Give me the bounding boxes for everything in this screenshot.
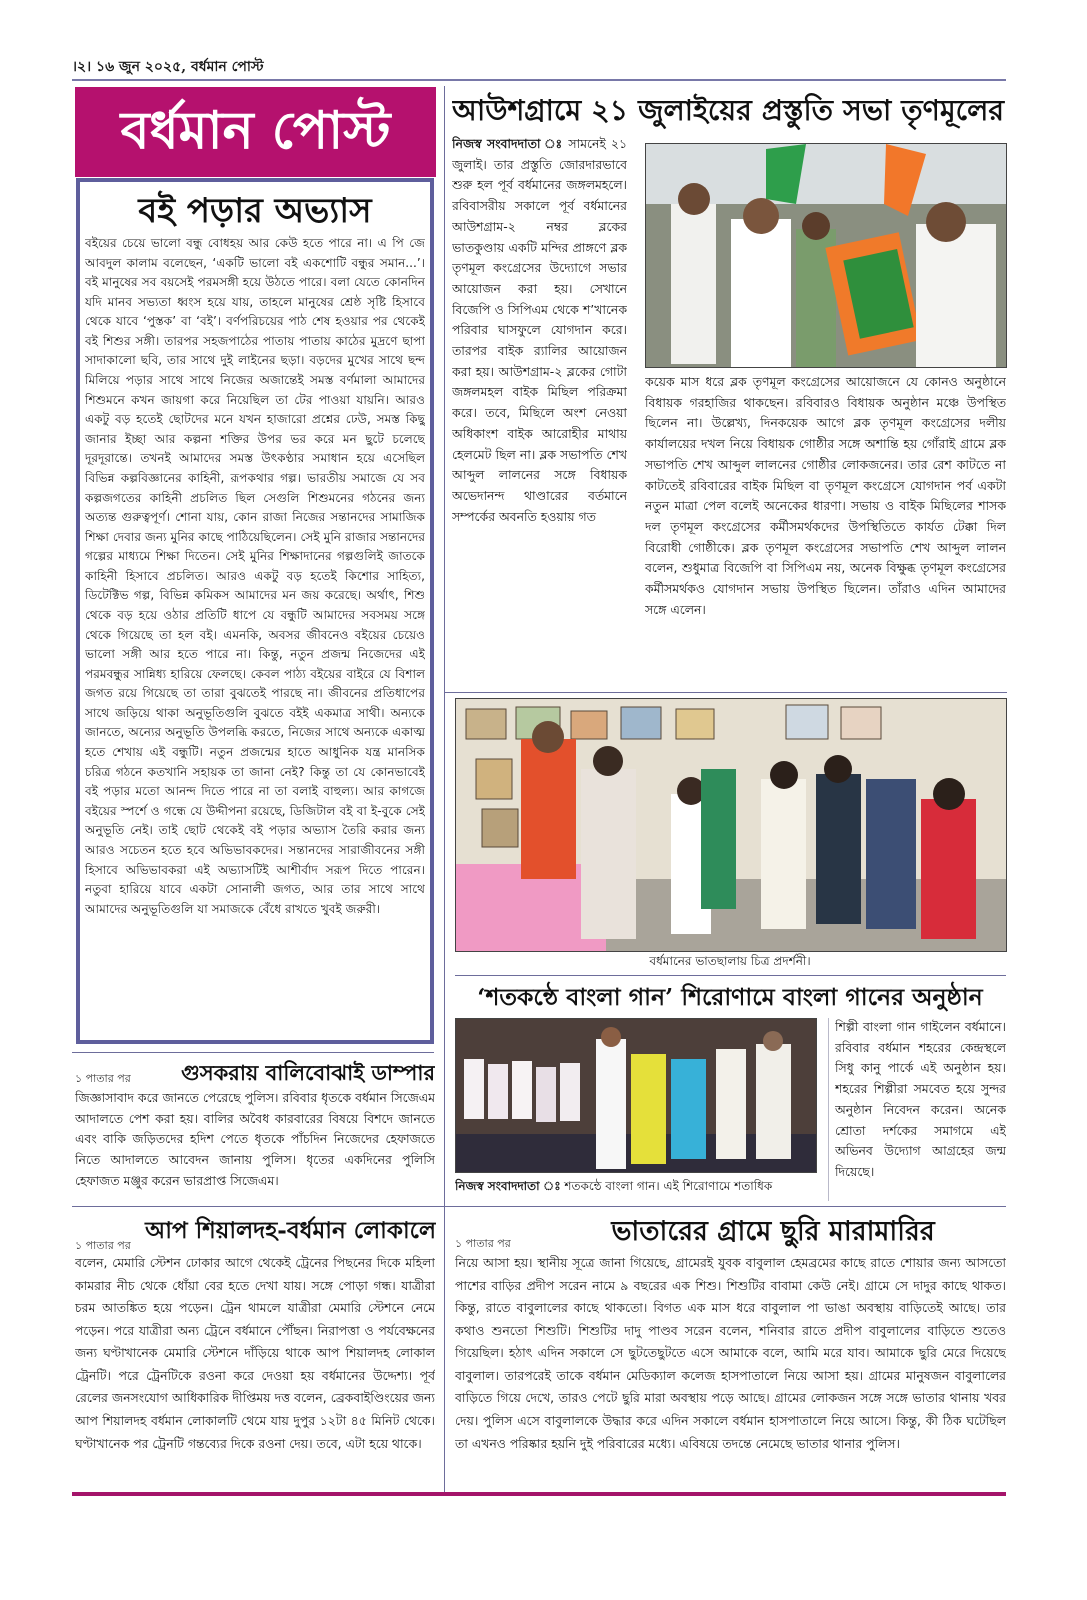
local-kicker: ১ পাতার পর bbox=[75, 1239, 131, 1252]
exhibition-photo-illustration bbox=[456, 699, 1006, 951]
section-rule-1 bbox=[72, 1206, 1006, 1207]
ausgram-headline: আউশগ্রামে ২১ জুলাইয়ের প্রস্তুতি সভা তৃণমূলের bbox=[452, 93, 1005, 127]
reading-article-box bbox=[76, 178, 434, 1044]
song-body: শিল্পী বাংলা গান গাইলেন বর্ধমানে। রবিবার বর্ধমান শহরের কেন্দ্রস্থলে সিধু কানু পার্কে এই অনুষ্ঠান হয়। শহরের শিল্পীরা সমবেত হয়ে সুন্দর অনুষ্ঠান নিবেদন করেন। অনেক শ্রোতা দর্শকের সমাগমে এই অভিনব উদ্যোগ আগ্রহের জন্ম দিয়েছে। bbox=[835, 1019, 1006, 1179]
bhatar-headline: ভাতারের গ্রামে ছুরি মারামারির bbox=[611, 1216, 935, 1247]
ausgram-body-col2: কয়েক মাস ধরে ব্লক তৃণমূল কংগ্রেসের আয়োজনে যে কোনও অনুষ্ঠানে বিধায়ক গরহাজির থাকছেন। রবিবারও বিধায়ক অনুষ্ঠান মঞ্চে উপস্থিত ছিলেন না। উল্লেখ্য, দিনকয়েক আগে ব্লক তৃণমূল কংগ্রেসের দলীয় কার্যালয়ের দখল নিয়ে বিধায়ক গোষ্ঠীর সঙ্গে অশান্তি হয় গোঁরাই গ্রামে ব্লক সভাপতি শেখ আব্দুল লালনের গোষ্ঠীর লোকজনের। তার রেশ কাটতে না কাটতেই রবিবারের বাইক মিছিল বা তৃণমূল কংগ্রেসে যোগদান পর্ব একটা নতুন মাত্রা পেল বলেই অনেকের ধারণা। সভায় ও বাইক মিছিলের শাসক দল তৃণমূল কংগ্রেসের কর্মীসমর্থকদের উপস্থিতিতে কার্যত টেক্কা দিল বিরোধী গোষ্ঠীকে। ব্লক তৃণমূল কংগ্রেসের সভাপতি শেখ আব্দুল লালন বলেন, শুধুমাত্র বিজেপি বা সিপিএম নয়, অনেক বিক্ষুব্ধ তৃণমূল কংগ্রেসের কর্মীসমর্থকও যোগদান সভায় উপস্থিত ছিলেন। তাঁরাও এদিন আমাদের সঙ্গে এলেন। bbox=[645, 374, 1006, 617]
bottom-bar bbox=[72, 1492, 1006, 1496]
song-top-rule bbox=[455, 975, 1006, 976]
top-rule bbox=[72, 79, 1006, 81]
song-photo-caption bbox=[455, 1176, 827, 1198]
song-caption-rule bbox=[828, 1018, 829, 1201]
page-folio: ।২। ১৬ জুন ২০২৫, বর্ধমান পোস্ট bbox=[72, 59, 264, 75]
masthead-banner bbox=[75, 87, 436, 177]
guskara-body: জিজ্ঞাসাবাদ করে জানতে পেরেছে পুলিস। রবিবার ধৃতকে বর্ধমান সিজেএম আদালতে পেশ করা হয়। বালির অবৈধ কারবারের বিষয়ে বিশদে জানতে এবং বাকি জড়িতদের হদিশ পেতে ধৃতকে পাঁচদিন নিজেদের হেফাজতে নিতে আদালতে আবেদন জানায় পুলিস। ধৃতের একদিনের পুলিসি হেফাজত মঞ্জুর করেন ভারপ্রাপ্ত সিজেএম। bbox=[75, 1090, 435, 1188]
ausgram-col1-text: সামনেই ২১ জুলাই। তার প্রস্তুতি জোরদারভাবে শুরু হল পূর্ব বর্ধমানের জঙ্গলমহলে। রবিবাসরীয় সকালে পূর্ব বর্ধমানের আউশগ্রাম-২ নম্বর ব্লকের ভাতকুণ্ডায় একটি মন্দির প্রাঙ্গণে ব্লক তৃণমূল কংগ্রেসের উদ্যোগে সভার আয়োজন করা হয়। সেখানে বিজেপি ও সিপিএম থেকে শ’খানেক পরিবার ঘাসফুলে যোগদান করে। তারপর বাইক র‍্যালির আয়োজন করা হয়। আউশগ্রাম-২ ব্লকের গোটা জঙ্গলমহল বাইক মিছিল পরিক্রমা করে। তবে, মিছিলে অংশ নেওয়া অধিকাংশ বাইক আরোহীর মাথায় হেলমেট ছিল না। ব্লক সভাপতি শেখ আব্দুল লালনের সঙ্গে বিধায়ক অভেদানন্দ থাণ্ডারের বর্তমানে সম্পর্কের অবনতি হওয়ায় গত bbox=[452, 136, 627, 524]
reading-article-title: বই পড়ার অভ্যাস bbox=[138, 191, 372, 231]
masthead-title: বর্ধমান পোস্ট bbox=[120, 100, 391, 161]
exhibition-photo bbox=[455, 698, 1007, 952]
song-lead-text: শতকন্ঠে বাংলা গান। এই শিরোণামে শতাধিক bbox=[560, 1179, 773, 1193]
guskara-headline: গুসকরায় বালিবোঝাই ডাম্পার bbox=[181, 1060, 435, 1085]
ausgram-byline: নিজস্ব সংবাদদাতা ঃ bbox=[452, 136, 564, 151]
guskara-top-rule bbox=[72, 1052, 434, 1053]
ausgram-rally-photo bbox=[645, 143, 1007, 368]
song-headline: ‘শতকন্ঠে বাংলা গান’ শিরোণামে বাংলা গানের অনুষ্ঠান bbox=[477, 983, 983, 1011]
song-event-photo bbox=[455, 1018, 817, 1173]
ausgram-body-col1 bbox=[452, 134, 627, 690]
local-body: বলেন, মেমারি স্টেশন ঢোকার আগে থেকেই ট্রেনের পিছনের দিকে মহিলা কামরার নীচ থেকে ধোঁয়া বের হতে দেখা যায়। সঙ্গে পোড়া গন্ধ। যাত্রীরা চরম আতঙ্কিত হয়ে পড়েন। ট্রেন থামলে যাত্রীরা মেমারি স্টেশনে নেমে পড়েন। পরে যাত্রীরা অন্য ট্রেনে বর্ধমানে পৌঁছন। নিরাপত্তা ও পর্যবেক্ষনের জন্য ঘণ্টাখানেক মেমারি স্টেশনে দাঁড়িয়ে থাকে আপ শিয়ালদহ লোকাল ট্রেনটি। পরে ট্রেনটিকে রওনা করে দেওয়া হয় বর্ধমানের উদ্দেশ্য। পূর্ব রেলের জনসংযোগ আধিকারিক দীপ্তিময় দত্ত বলেন, ব্রেকবাইণ্ডিংয়ের জন্য আপ শিয়ালদহ বর্ধমান লোকালটি থেমে যায় দুপুর ১২টা ৪৫ মিনিট থেকে। ঘণ্টাখানেক পর ট্রেনটি গন্তব্যের দিকে রওনা দেয়। তবে, এটা হয়ে থাকে। bbox=[75, 1255, 435, 1451]
song-photo-illustration bbox=[456, 1019, 816, 1172]
bhatar-body: নিয়ে আসা হয়। স্থানীয় সূত্রে জানা গিয়েছে, গ্রামেরই যুবক বাবুলাল হেমব্রমের কাছে রাতে শোয়ার জন্য আসতো পাশের বাড়ির প্রদীপ সরেন নামে ৯ বছরের এক শিশু। শিশুটির বাবামা কেউ নেই। গ্রামে সে দাদুর কাছে থাকত। কিন্তু, রাতে বাবুলালের কাছে থাকতো। বিগত এক মাস ধরে বাবুলাল পা ভাঙা অবস্থায় বাড়িতেই আছে। তার কথাও শুনতো শিশুটি। শিশুটির দাদু পাণ্ডব সরেন বলেন, শনিবার রাতে প্রদীপ বাবুলালের বাড়িতে শুতেও গিয়েছিল। হঠাৎ এদিন সকালে সে ছুটতেছুটতে এসে আমাকে বলে, আমি মরে যাব। আমাকে ছুরি মেরে দিয়েছে বাবুলাল। তারপরেই তাকে বর্ধমান মেডিক্যাল কলেজ হাসপাতালে নিয়ে আসা হয়। গ্রামের মানুষজন বাবুলালের বাড়িতে গিয়ে দেখে, তারও পেটে ছুরি মারা অবস্থায় পড়ে আছে। গ্রামের লোকজন সঙ্গে সঙ্গে ভাতার থানায় খবর দেয়। পুলিস এসে বাবুলালকে উদ্ধার করে এদিন সকালে বর্ধমান হাসপাতালে নিয়ে আসে। কিন্তু, কী ঠিক ঘটেছিল তা এখনও পরিষ্কার হয়নি দুই পরিবারের মধ্যে। এবিষয়ে তদন্তে নেমেছে ভাতার থানার পুলিস। bbox=[455, 1255, 1006, 1451]
ausgram-bottom-rule bbox=[444, 692, 1007, 693]
rally-photo-illustration bbox=[646, 144, 1006, 367]
guskara-kicker: ১ পাতার পর bbox=[75, 1072, 131, 1085]
column-rule-left bbox=[444, 86, 445, 1492]
bhatar-kicker: ১ পাতার পর bbox=[455, 1237, 511, 1250]
reading-article-body: বইয়ের চেয়ে ভালো বন্ধু বোধহয় আর কেউ হতে পারে না। এ পি জে আবদুল কালাম বলেছেন, ‘একটি ভালো বই একশোটি বন্ধুর সমান...’। বই মানুষের সব বয়সেই পরমসঙ্গী হয়ে উঠতে পারে। বলা যেতে কোনদিন যদি মানব সভ্যতা ধ্বংস হয়ে যায়, তাহলে মানুষের শ্রেষ্ঠ সৃষ্টি হিসাবে থেকে যাবে ‘পুস্তক’ বা ‘বই’। বর্ণপরিচয়ের পাঠ শেষ হওয়ার পর থেকেই বই শিশুর সঙ্গী। তারপর সহজপাঠের পাতায় পাতায় কাঠের মুদ্রণে ছাপা সাদাকালো ছবি, তার সাথে দুই লাইনের ছড়া। বড়দের মুখের সাথে ছন্দ মিলিয়ে পড়ার সাথে সাথে নিজের অজান্তেই সমস্ত বর্ণমালা আমাদের শিশুমনে কখন জায়গা করে নিয়েছিল তা টের পাওয়া যায়নি। আরও একটু বড় হতেই ছোটদের মনে যখন হাজারো প্রশ্নের ঢেউ, সমস্ত কিছু জানার ইচ্ছা আর কল্পনা শক্তির উপর ভর করে মন ছুটে চলেছে দূরদূরান্তে। তখনই আমাদের সমস্ত উৎকণ্ঠার সমাধান হয়ে এসেছিল বিভিন্ন কল্পবিজ্ঞানের কাহিনী, রূপকথার গল্প। ভারতীয় সমাজে যে সব কল্পজগতের কাহিনী প্রচলিত ছিল সেগুলি শিশুমনের গঠনের জন্য অত্যন্ত গুরুত্বপূর্ণ। শোনা যায়, কোন রাজা নিজের সন্তানদের সামাজিক শিক্ষা দেবার জন্য মুনির কাছে পাঠিয়েছিলেন। সেই মুনি রাজার সন্তানদের গল্পের মাধ্যমে শিক্ষা দিতেন। সেই মুনির শিক্ষাদানের গল্পগুলিই জাতকে কাহিনী হিসাবে প্রচলিত। আরও একটু বড় হতেই কিশোর সাহিত্য, ডিটেক্টিভ গল্প, বিভিন্ন কমিকস আমাদের মন জয় করেছে। অর্থাৎ, শিশু থেকে বড় হয়ে ওঠার প্রতিটি ধাপে যে বন্ধুটি আমাদের সবসময় সঙ্গে থেকে গিয়েছে তা হল বই। এমনকি, অবসর জীবনেও বইয়ের চেয়েও ভালো সঙ্গী আর হতে পারে না। কিন্তু, নতুন প্রজন্ম নিজেদের এই পরমবন্ধুর সান্নিধ্য হারিয়ে ফেলছে। কেবল পাঠ্য বইয়ের বাইরে যে বিশাল জগত রয়ে গিয়েছে তা তারা বুঝতেই পারছে না। জীবনের প্রতিধাপের সাথে জড়িয়ে থাকা অনুভূতিগুলি বুঝতে বইই একমাত্র সাথী। অন্যকে জানতে, অন্যের অনুভূতি উপলব্ধি করতে, নিজের সাথে অন্যকে একাত্ম হতে শেখায় এই বন্ধুটি। নতুন প্রজন্মের হাতে আধুনিক যন্ত্র মানসিক চরিত্র গঠনে কতখানি সহায়ক তা জানা নেই? কিন্তু তা যে কোনভাবেই বই পড়ার মতো আনন্দ দিতে পারে না তা বলাই বাহুল্য। আর কাগজে বইয়ের স্পর্শে ও গন্ধে যে উদ্দীপনা রয়েছে, ডিজিটাল বই বা ই-বুকে সেই অনুভূতি নেই। তাই ছোট থেকেই বই পড়ার অভ্যাস তৈরি করার জন্য আরও সচেতন হতে হবে অভিভাবকদের। সন্তানদের সারাজীবনের সঙ্গী হিসাবে অভিভাবকরা এই অভ্যাসটিই আশীর্বাদ সরূপ দিতে পারেন। নতুবা হারিয়ে যাবে একটা সোনালী জগত, আর তার সাথে সাথে আমাদের অনুভূতিগুলি যা সমাজকে বেঁধে রাখতে খুবই জরুরী। bbox=[85, 236, 425, 916]
song-byline: নিজস্ব সংবাদদাতা ঃ bbox=[455, 1179, 561, 1193]
exhibition-caption: বর্ধমানের ভাতছালায় চিত্র প্রদর্শনী। bbox=[649, 954, 811, 968]
local-headline: আপ শিয়ালদহ-বর্ধমান লোকালে bbox=[145, 1217, 436, 1244]
